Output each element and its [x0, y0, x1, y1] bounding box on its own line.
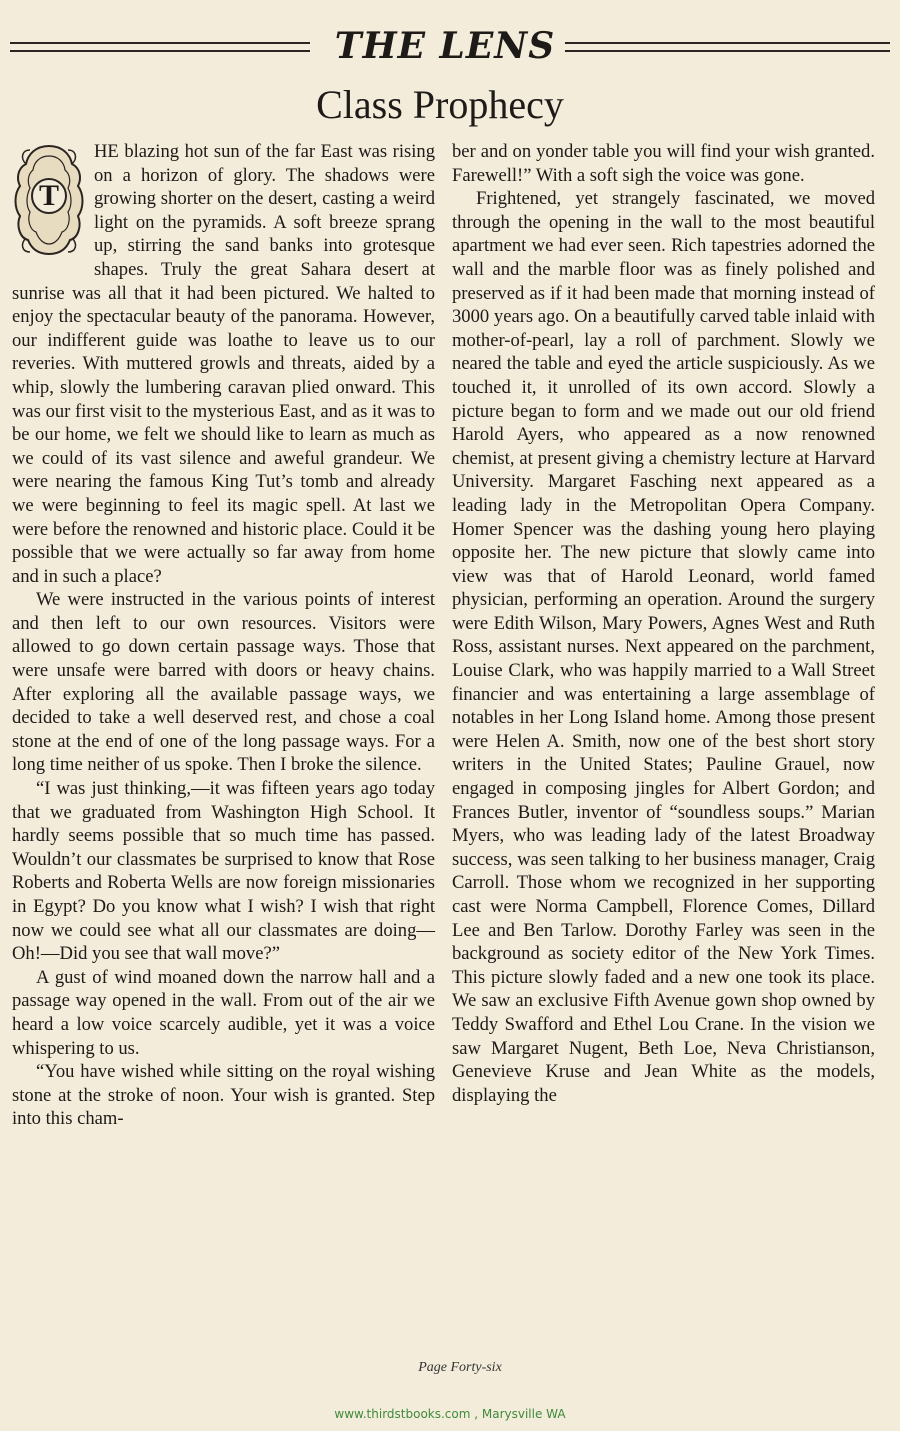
paragraph: “I was just thinking,—it was fifteen years ago today that we graduated from Washington High School. It hardly seems possible that so much time has passed. Wouldn’t our classmates be surprised to know that Rose Roberts and Roberta Wells are now foreign missionaries in Egypt? Do you know what I wish? I wish that right now we could see what all our classmates are doing—Oh!—Did you see that wall move?” — [12, 778, 435, 965]
masthead-rule-left — [10, 42, 310, 52]
page-number: Page Forty-six — [418, 1360, 502, 1375]
right-column — [452, 140, 875, 1107]
masthead-title: THE LENS — [334, 25, 556, 67]
paragraph: ber and on yonder table you will find your wish granted. Farewell!” With a soft sigh the voice was gone. — [452, 141, 875, 186]
paragraph: We were instructed in the various points of interest and then left to our own resources. Visitors were allowed to go down certain passage ways. Those that were unsafe were barred with doors or heavy chains. After exploring all the available passage ways, we decided to take a well deserved rest, and chose a coal stone at the end of one of the long passage ways. For a long time neither of us spoke. Then I broke the silence. — [12, 589, 435, 776]
left-column — [12, 140, 435, 1131]
article-headline: Class Prophecy — [316, 82, 564, 127]
paragraph: Frightened, yet strangely fascinated, we moved through the opening in the wall to the most beautiful apartment we had ever seen. Rich tapestries adorned the wall and the marble floor was as finely polished and preserved as if it had been made that morning instead of 3000 years ago. On a beautifully carved table inlaid with mother-of-pearl, lay a roll of parchment. Slowly we neared the table and eyed the article suspiciously. As we touched it, it unrolled of its own accord. Slowly a picture began to form and we made out our old friend Harold Ayers, who appeared as a now renowned chemist, at present giving a chemistry lecture at Harvard University. Margaret Fasching next appeared as a leading lady in the Metropolitan Opera Company. Homer Spencer was the dashing young hero playing opposite her. The new picture that slowly came into view was that of Harold Leonard, world famed physician, performing an operation. Around the surgery were Edith Wilson, Mary Powers, Agnes West and Ruth Ross, assistant nurses. Next appeared on the parchment, Louise Clark, who was happily married to a Wall Street financier and was entertaining a large assemblage of notables in her Long Island home. Among those present were Helen A. Smith, now one of the best short story writers in the United States; Pauline Grauel, now engaged in composing jingles for Albert Gordon; and Frances Butler, inventor of “soundless soups.” Marian Myers, who was leading lady of the latest Broadway success, was seen talking to her business manager, Craig Carroll. Those whom we recognized in her supporting cast were Norma Campbell, Florence Comes, Dillard Lee and Ben Tarlow. Dorothy Farley was seen in the background as society editor of the New York Times. This picture slowly faded and a new one took its place. We saw an exclusive Fifth Avenue gown shop owned by Teddy Swafford and Ethel Lou Crane. In the vision we saw Margaret Nugent, Beth Loe, Neva Christianson, Genevieve Kruse and Jean White as the models, displaying the — [452, 188, 875, 1106]
paragraph: HE blazing hot sun of the far East was rising on a horizon of glory. The shadows were growing shorter on the desert, casting a weird light on the pyramids. A soft breeze sprang up, stirring the sand banks into grotesque shapes. Truly the great Sahara desert at sunrise was all that it had been pictured. We halted to enjoy the spectacular beauty of the panorama. However, our indifferent guide was loathe to leave us to our reveries. With muttered growls and threats, aided by a whip, slowly the lumbering caravan plied onward. This was our first visit to the mysterious East, and as it was to be our home, we felt we should like to learn as much as we could of its vast silence and aweful grandeur. We were nearing the famous King Tut’s tomb and already we were beginning to feel its magic spell. At last we were before the renowned and historic place. Could it be possible that we were actually so far away from home and in such a place? — [12, 141, 435, 587]
source-credit-link[interactable]: www.thirdstbooks.com , Marysville WA — [334, 1407, 566, 1421]
paragraph: “You have wished while sitting on the royal wishing stone at the stroke of noon. Your wish is granted. Step into this cham- — [12, 1061, 435, 1130]
masthead — [10, 26, 890, 66]
paragraph: A gust of wind moaned down the narrow hall and a passage way opened in the wall. From out of the air we heard a low voice scarcely audible, yet it was a voice whispering to us. — [12, 966, 435, 1059]
masthead-rule-right — [565, 42, 890, 52]
drop-cap-ornament — [12, 142, 86, 258]
drop-cap-letter: T — [38, 179, 59, 212]
